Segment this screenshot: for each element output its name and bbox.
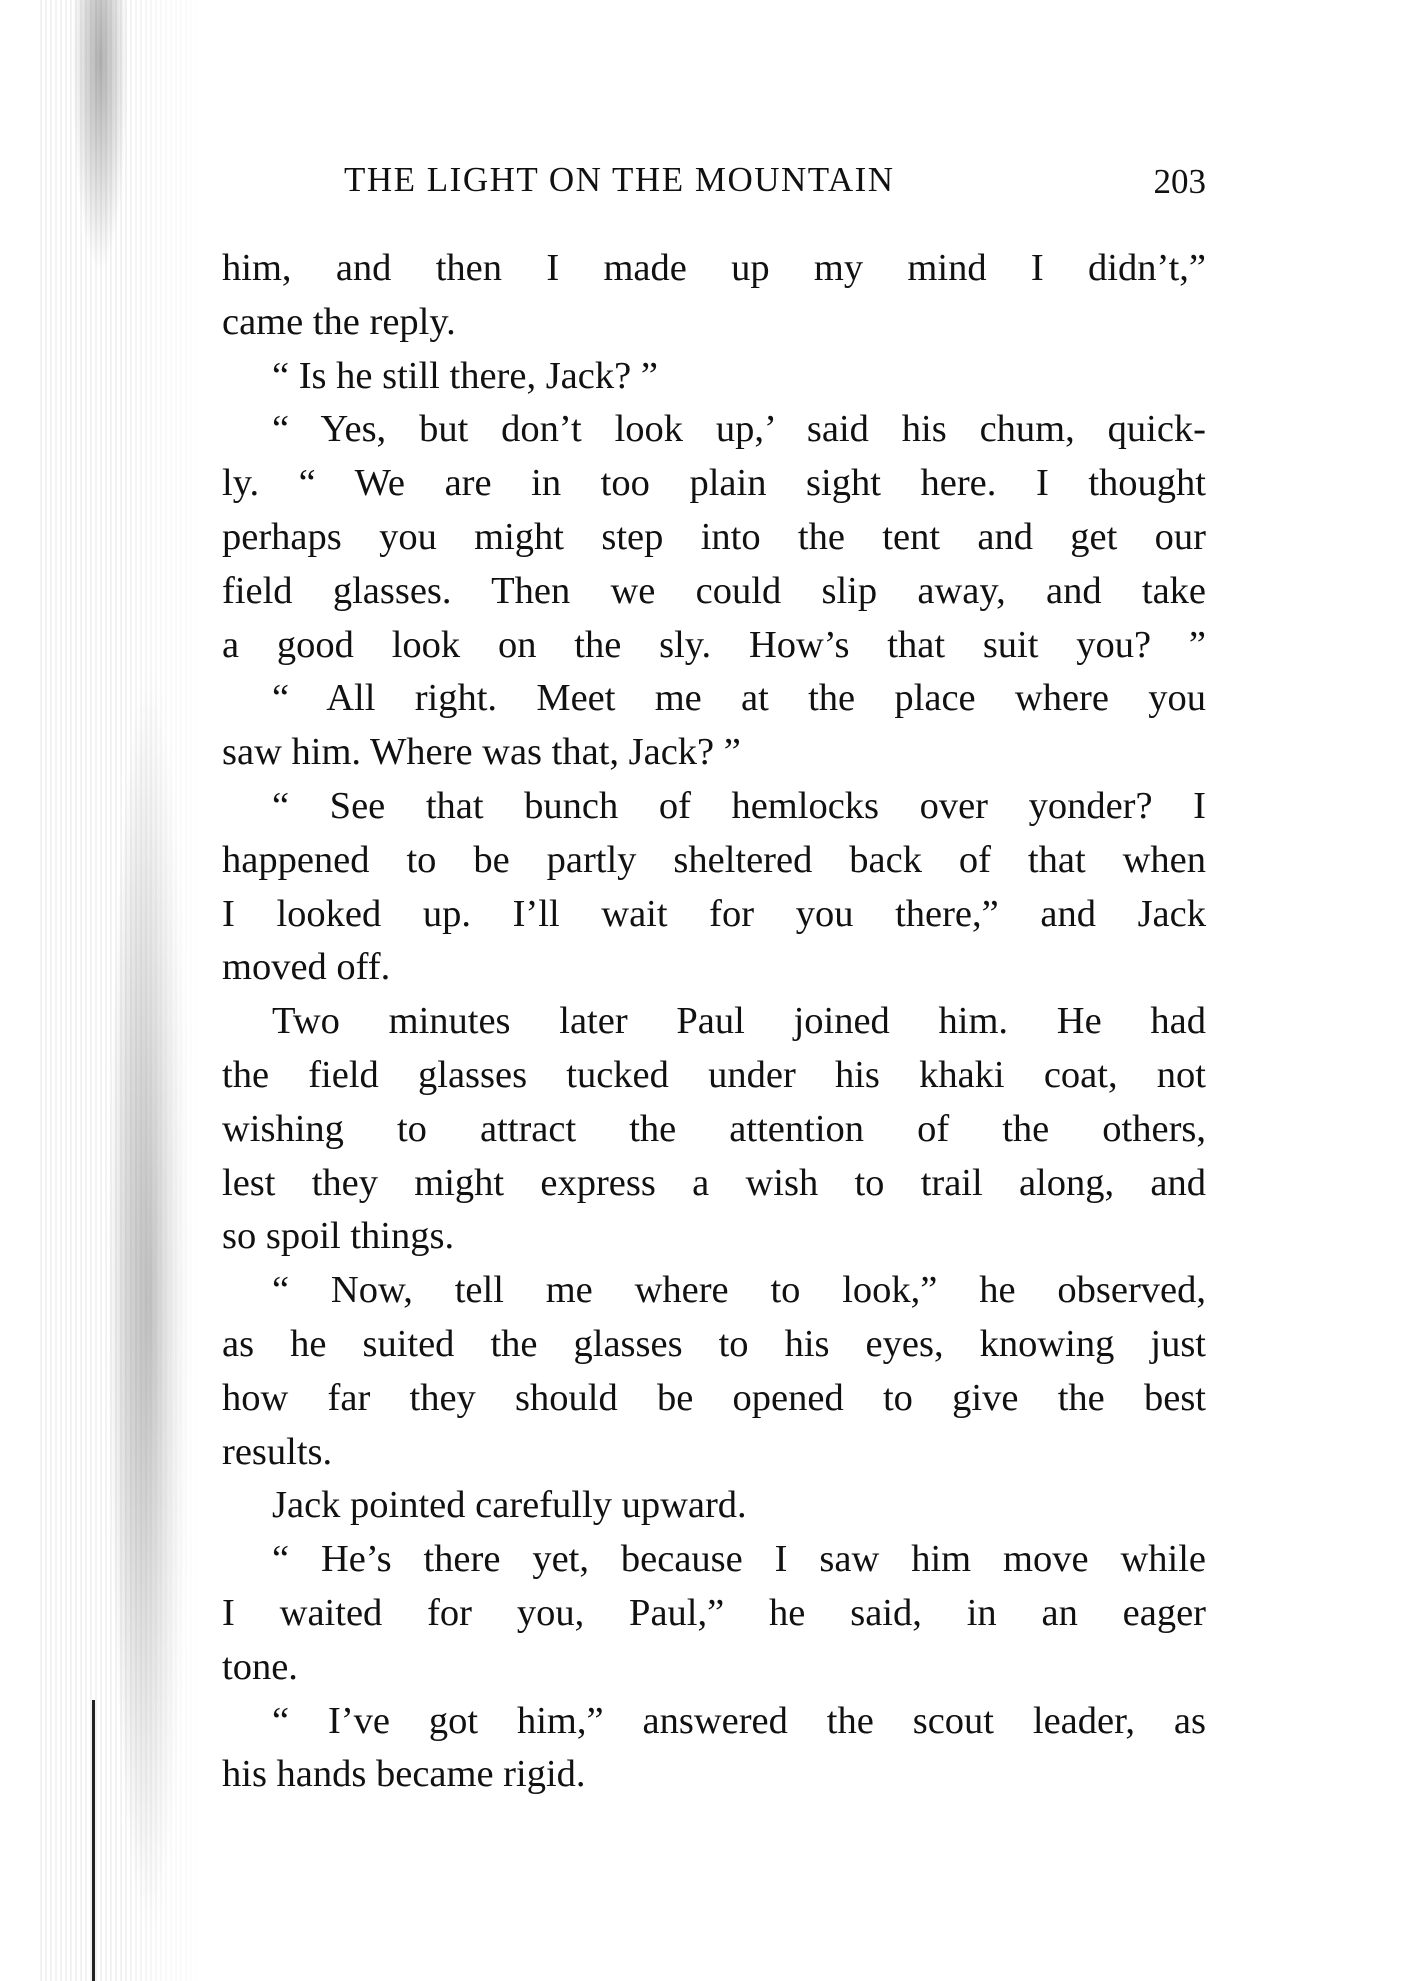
page-header <box>222 160 1206 204</box>
text-line: “ I’ve got him,” answered the scout leader, as <box>272 1699 1206 1742</box>
text-line: “ See that bunch of hemlocks over yonder? I <box>272 784 1206 827</box>
text-line: “ Yes, but don’t look up,’ said his chum, quick- <box>272 408 1206 451</box>
text-line: results. <box>222 1430 333 1473</box>
text-line: him, and then I made up my mind I didn’t,” <box>222 247 1206 289</box>
text-line: “ All right. Meet me at the place where you <box>272 677 1206 720</box>
text-line: tone. <box>222 1645 298 1688</box>
text-line: I looked up. I’ll wait for you there,” and Jack <box>222 892 1206 935</box>
text-line: came the reply. <box>222 300 456 343</box>
text-line: moved off. <box>222 946 391 989</box>
text-line: his hands became rigid. <box>222 1753 586 1796</box>
text-line: perhaps you might step into the tent and get our <box>222 515 1206 558</box>
text-line: Two minutes later Paul joined him. He had <box>272 1000 1206 1043</box>
scan-edge-line <box>92 1700 95 1981</box>
text-line: saw him. Where was that, Jack? ” <box>222 731 741 774</box>
text-line: as he suited the glasses to his eyes, knowing just <box>222 1322 1206 1365</box>
text-line: happened to be partly sheltered back of that when <box>222 838 1206 881</box>
text-line: “ Now, tell me where to look,” he observed, <box>272 1269 1206 1312</box>
text-line: “ Is he still there, Jack? ” <box>272 354 658 397</box>
text-line: Jack pointed carefully upward. <box>272 1484 747 1527</box>
text-line: so spoil things. <box>222 1215 455 1258</box>
text-line: a good look on the sly. How’s that suit you? ” <box>222 623 1206 666</box>
running-title: THE LIGHT ON THE MOUNTAIN <box>344 160 895 199</box>
text-line: ly. “ We are in too plain sight here. I thought <box>222 462 1206 505</box>
text-line: wishing to attract the attention of the others, <box>222 1107 1206 1150</box>
text-line: how far they should be opened to give the best <box>222 1376 1206 1419</box>
text-line: the field glasses tucked under his khaki coat, not <box>222 1053 1206 1096</box>
page-number: 203 <box>1153 162 1206 201</box>
text-line: “ He’s there yet, because I saw him move while <box>272 1538 1206 1581</box>
page-body <box>222 242 1206 1802</box>
text-line: lest they might express a wish to trail along, and <box>222 1161 1206 1204</box>
text-line: field glasses. Then we could slip away, and take <box>222 569 1206 612</box>
text-line: I waited for you, Paul,” he said, in an eager <box>222 1591 1206 1634</box>
scan-edge-shadow <box>40 0 210 1981</box>
